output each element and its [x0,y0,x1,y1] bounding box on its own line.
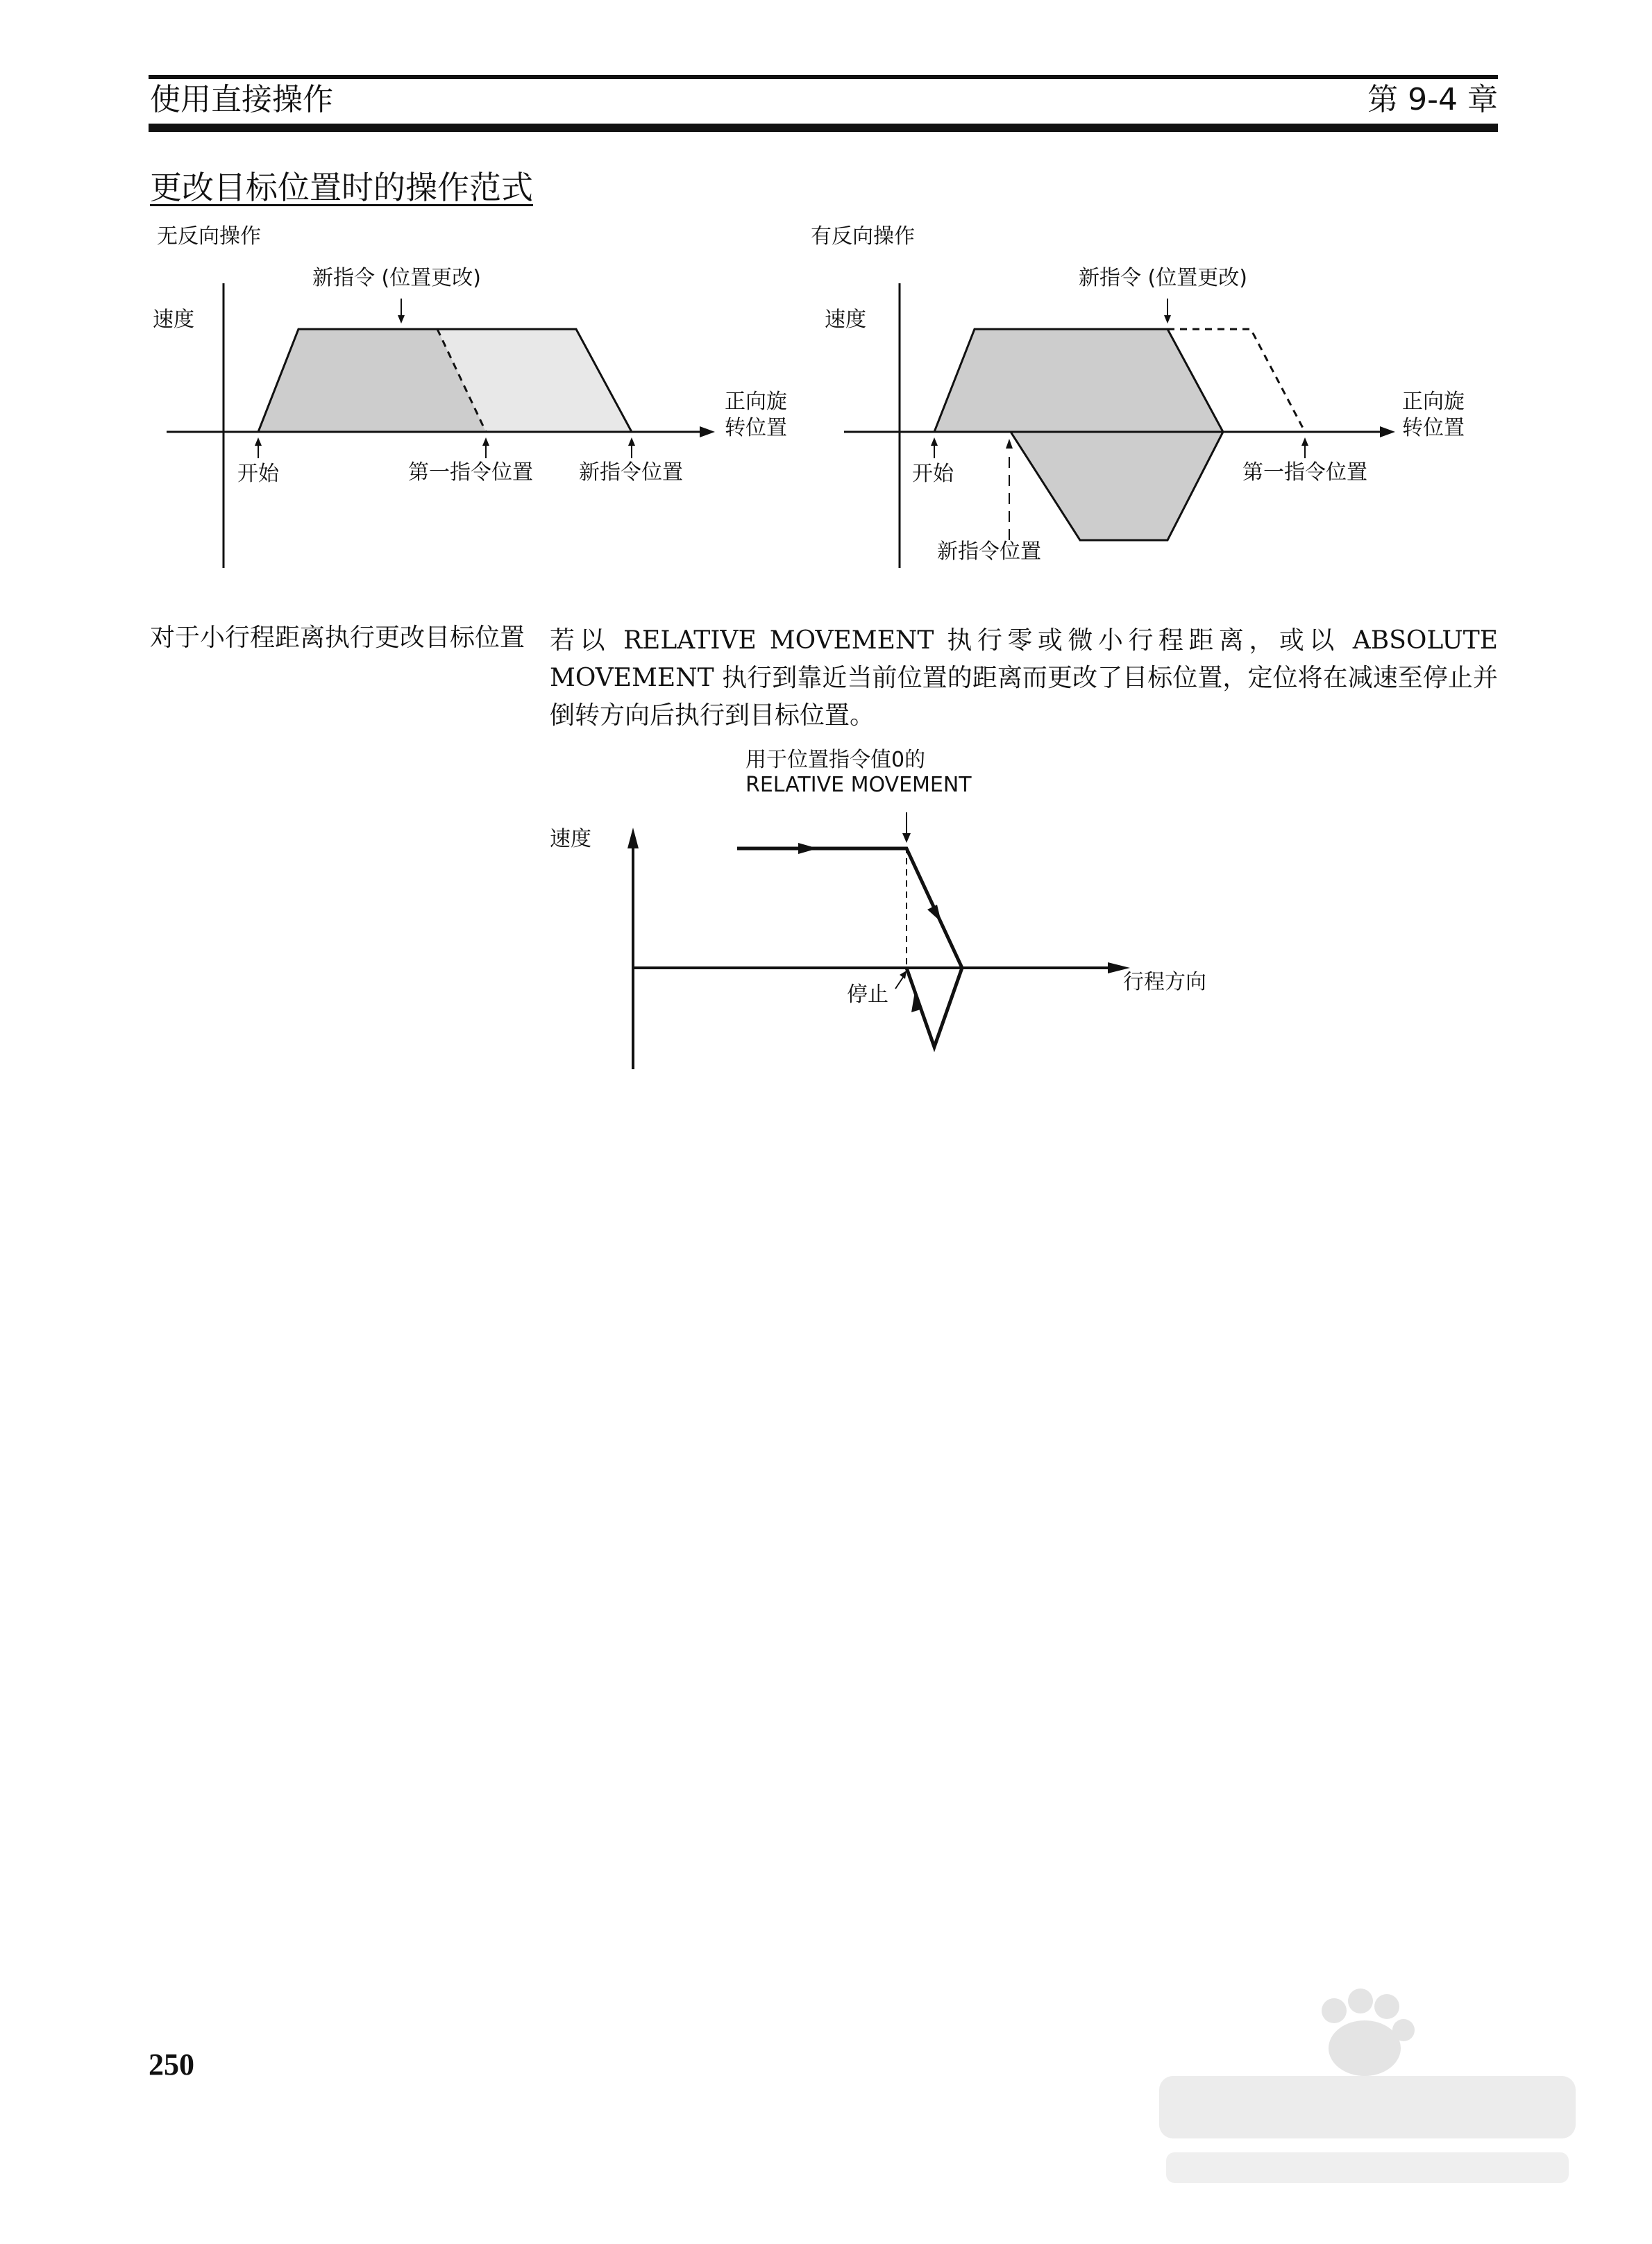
bottom-motion-profile [737,848,962,1047]
watermark-logo-bar [1159,2076,1576,2138]
left-new-command-label: 新指令 (位置更改) [312,266,481,290]
bottom-y-axis-label: 速度 [550,827,591,851]
right-x-axis-arrowhead [1380,426,1395,437]
right-start-label: 开始 [912,462,954,486]
header-title: 使用直接操作 [150,82,333,117]
right-diagram-caption: 有反向操作 [811,224,915,249]
right-x-axis-label-line1: 正向旋 [1402,390,1465,414]
right-positive-area [934,329,1223,432]
right-x-axis-label-line2: 转位置 [1402,416,1465,440]
section-title: 更改目标位置时的操作范式 [150,169,533,206]
left-x-axis-arrowhead [700,426,715,437]
right-y-axis-label: 速度 [825,308,866,332]
baidu-watermark [1152,1986,1583,2208]
paw-toe-2 [1348,1988,1373,2013]
paw-pad [1329,2020,1401,2076]
bottom-y-axis-arrowhead [627,828,639,848]
small-travel-heading: 对于小行程距离执行更改目标位置 [150,623,525,652]
small-travel-paragraph: 若以 RELATIVE MOVEMENT 执行零或微小行程距离，或以 ABSOLUTE MOVEMENT 执行到靠近当前位置的距离而更改了目标位置，定位将在减速至停止并倒转方向后执行到目标位置。 [550,626,1498,730]
bottom-forward-arrow [798,843,818,854]
paw-toe-3 [1374,1994,1399,2019]
bottom-stop-label: 停止 [847,982,888,1007]
right-first-position-label: 第一指令位置 [1242,460,1367,485]
bottom-x-axis-label: 行程方向 [1123,970,1206,994]
bottom-diagram [0,798,1652,1076]
watermark-url-bar [1166,2152,1569,2183]
chapter-label: 第 9-4 章 [1367,82,1498,117]
left-x-axis-label-line1: 正向旋 [725,390,787,414]
bottom-stop-arrow [895,976,904,989]
paw-toe-1 [1322,1998,1347,2023]
bottom-annotation-line2: RELATIVE MOVEMENT [745,773,972,797]
bottom-x-axis-arrowhead [1108,962,1130,973]
right-negative-area [1011,432,1223,540]
right-new-position-label: 新指令位置 [937,539,1041,564]
left-new-position-label: 新指令位置 [579,460,683,485]
left-diagram-caption: 无反向操作 [157,224,261,249]
left-x-axis-label-line2: 转位置 [725,416,787,440]
right-new-command-label: 新指令 (位置更改) [1079,266,1247,290]
page-number: 250 [149,2048,194,2082]
left-y-axis-label: 速度 [153,308,194,332]
left-first-position-label: 第一指令位置 [408,460,533,485]
left-start-label: 开始 [237,462,279,486]
bottom-decel-arrow [927,905,941,922]
bottom-annotation-line1: 用于位置指令值0的 [745,748,926,772]
